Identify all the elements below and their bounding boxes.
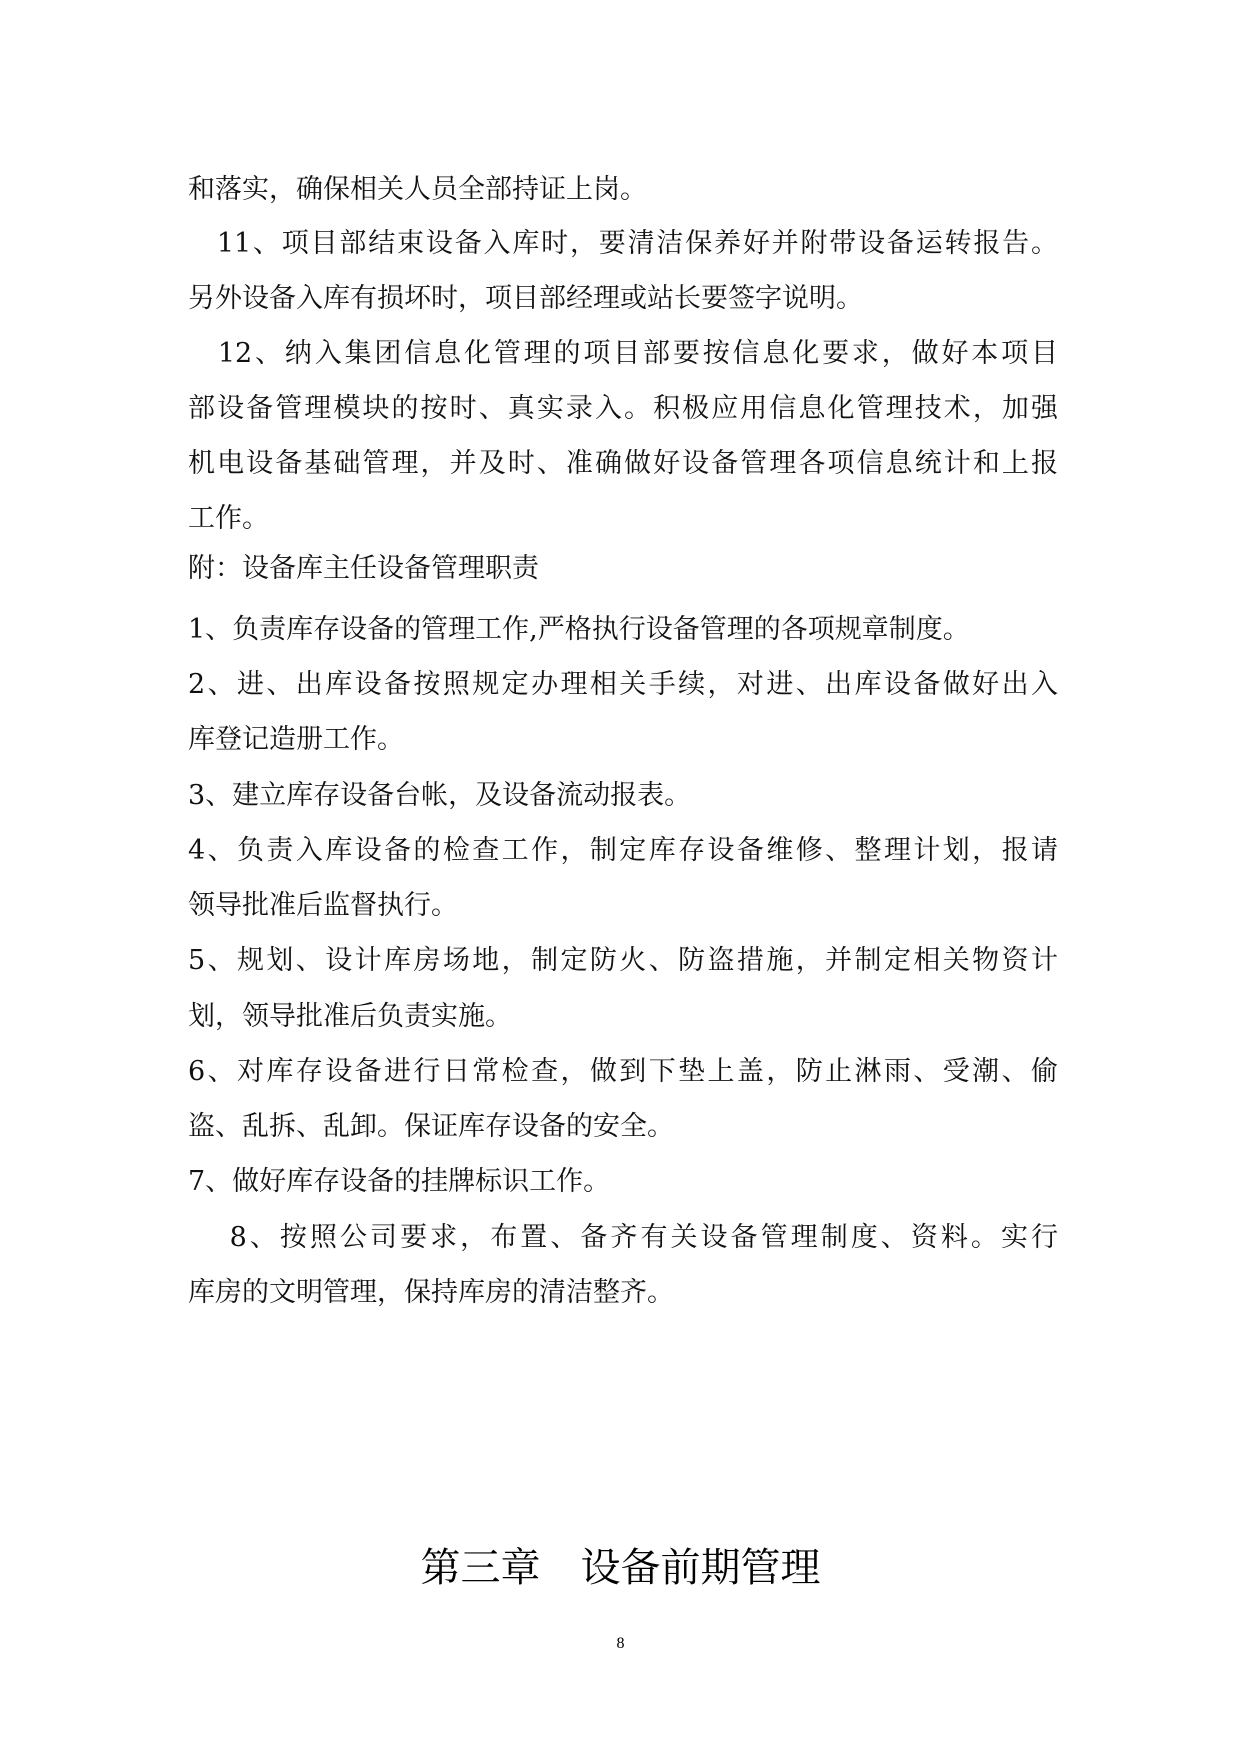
text-line-3: 另外设备入库有损坏时，项目部经理或站长要签字说明。 [188,283,863,314]
text-line-5: 部设备管理模块的按时、真实录入。积极应用信息化管理技术，加强 [188,393,1058,424]
text-line-19: 7、做好库存设备的挂牌标识工作。 [188,1166,611,1197]
text-line-2: 11、项目部结束设备入库时，要清洁保养好并附带设备运转报告。 [188,228,1058,259]
appendix-heading: 附：设备库主任设备管理职责 [188,553,539,584]
text-line-17: 6、对库存设备进行日常检查，做到下垫上盖，防止淋雨、受潮、偷 [188,1056,1058,1087]
chapter-title: 第三章 设备前期管理 [420,1545,821,1591]
text-line-13: 4、负责入库设备的检查工作，制定库存设备维修、整理计划，报请 [188,835,1058,866]
text-line-16: 划，领导批准后负责实施。 [188,1001,512,1032]
text-line-11: 库登记造册工作。 [188,724,404,755]
text-line-1: 和落实，确保相关人员全部持证上岗。 [188,174,647,205]
page-number: 8 [616,1635,625,1652]
text-line-15: 5、规划、设计库房场地，制定防火、防盗措施，并制定相关物资计 [188,945,1058,976]
text-line-9: 1、负责库存设备的管理工作,严格执行设备管理的各项规章制度。 [188,614,970,645]
text-line-18: 盗、乱拆、乱卸。保证库存设备的安全。 [188,1111,674,1142]
text-line-21: 库房的文明管理，保持库房的清洁整齐。 [188,1277,674,1308]
text-line-7: 工作。 [188,503,269,534]
text-line-12: 3、建立库存设备台帐，及设备流动报表。 [188,780,692,811]
text-line-14: 领导批准后监督执行。 [188,890,458,921]
text-line-4: 12、纳入集团信息化管理的项目部要按信息化要求，做好本项目 [188,338,1058,369]
text-line-20: 8、按照公司要求，布置、备齐有关设备管理制度、资料。实行 [188,1222,1058,1253]
text-line-10: 2、进、出库设备按照规定办理相关手续，对进、出库设备做好出入 [188,669,1058,700]
text-line-6: 机电设备基础管理，并及时、准确做好设备管理各项信息统计和上报 [188,448,1058,479]
